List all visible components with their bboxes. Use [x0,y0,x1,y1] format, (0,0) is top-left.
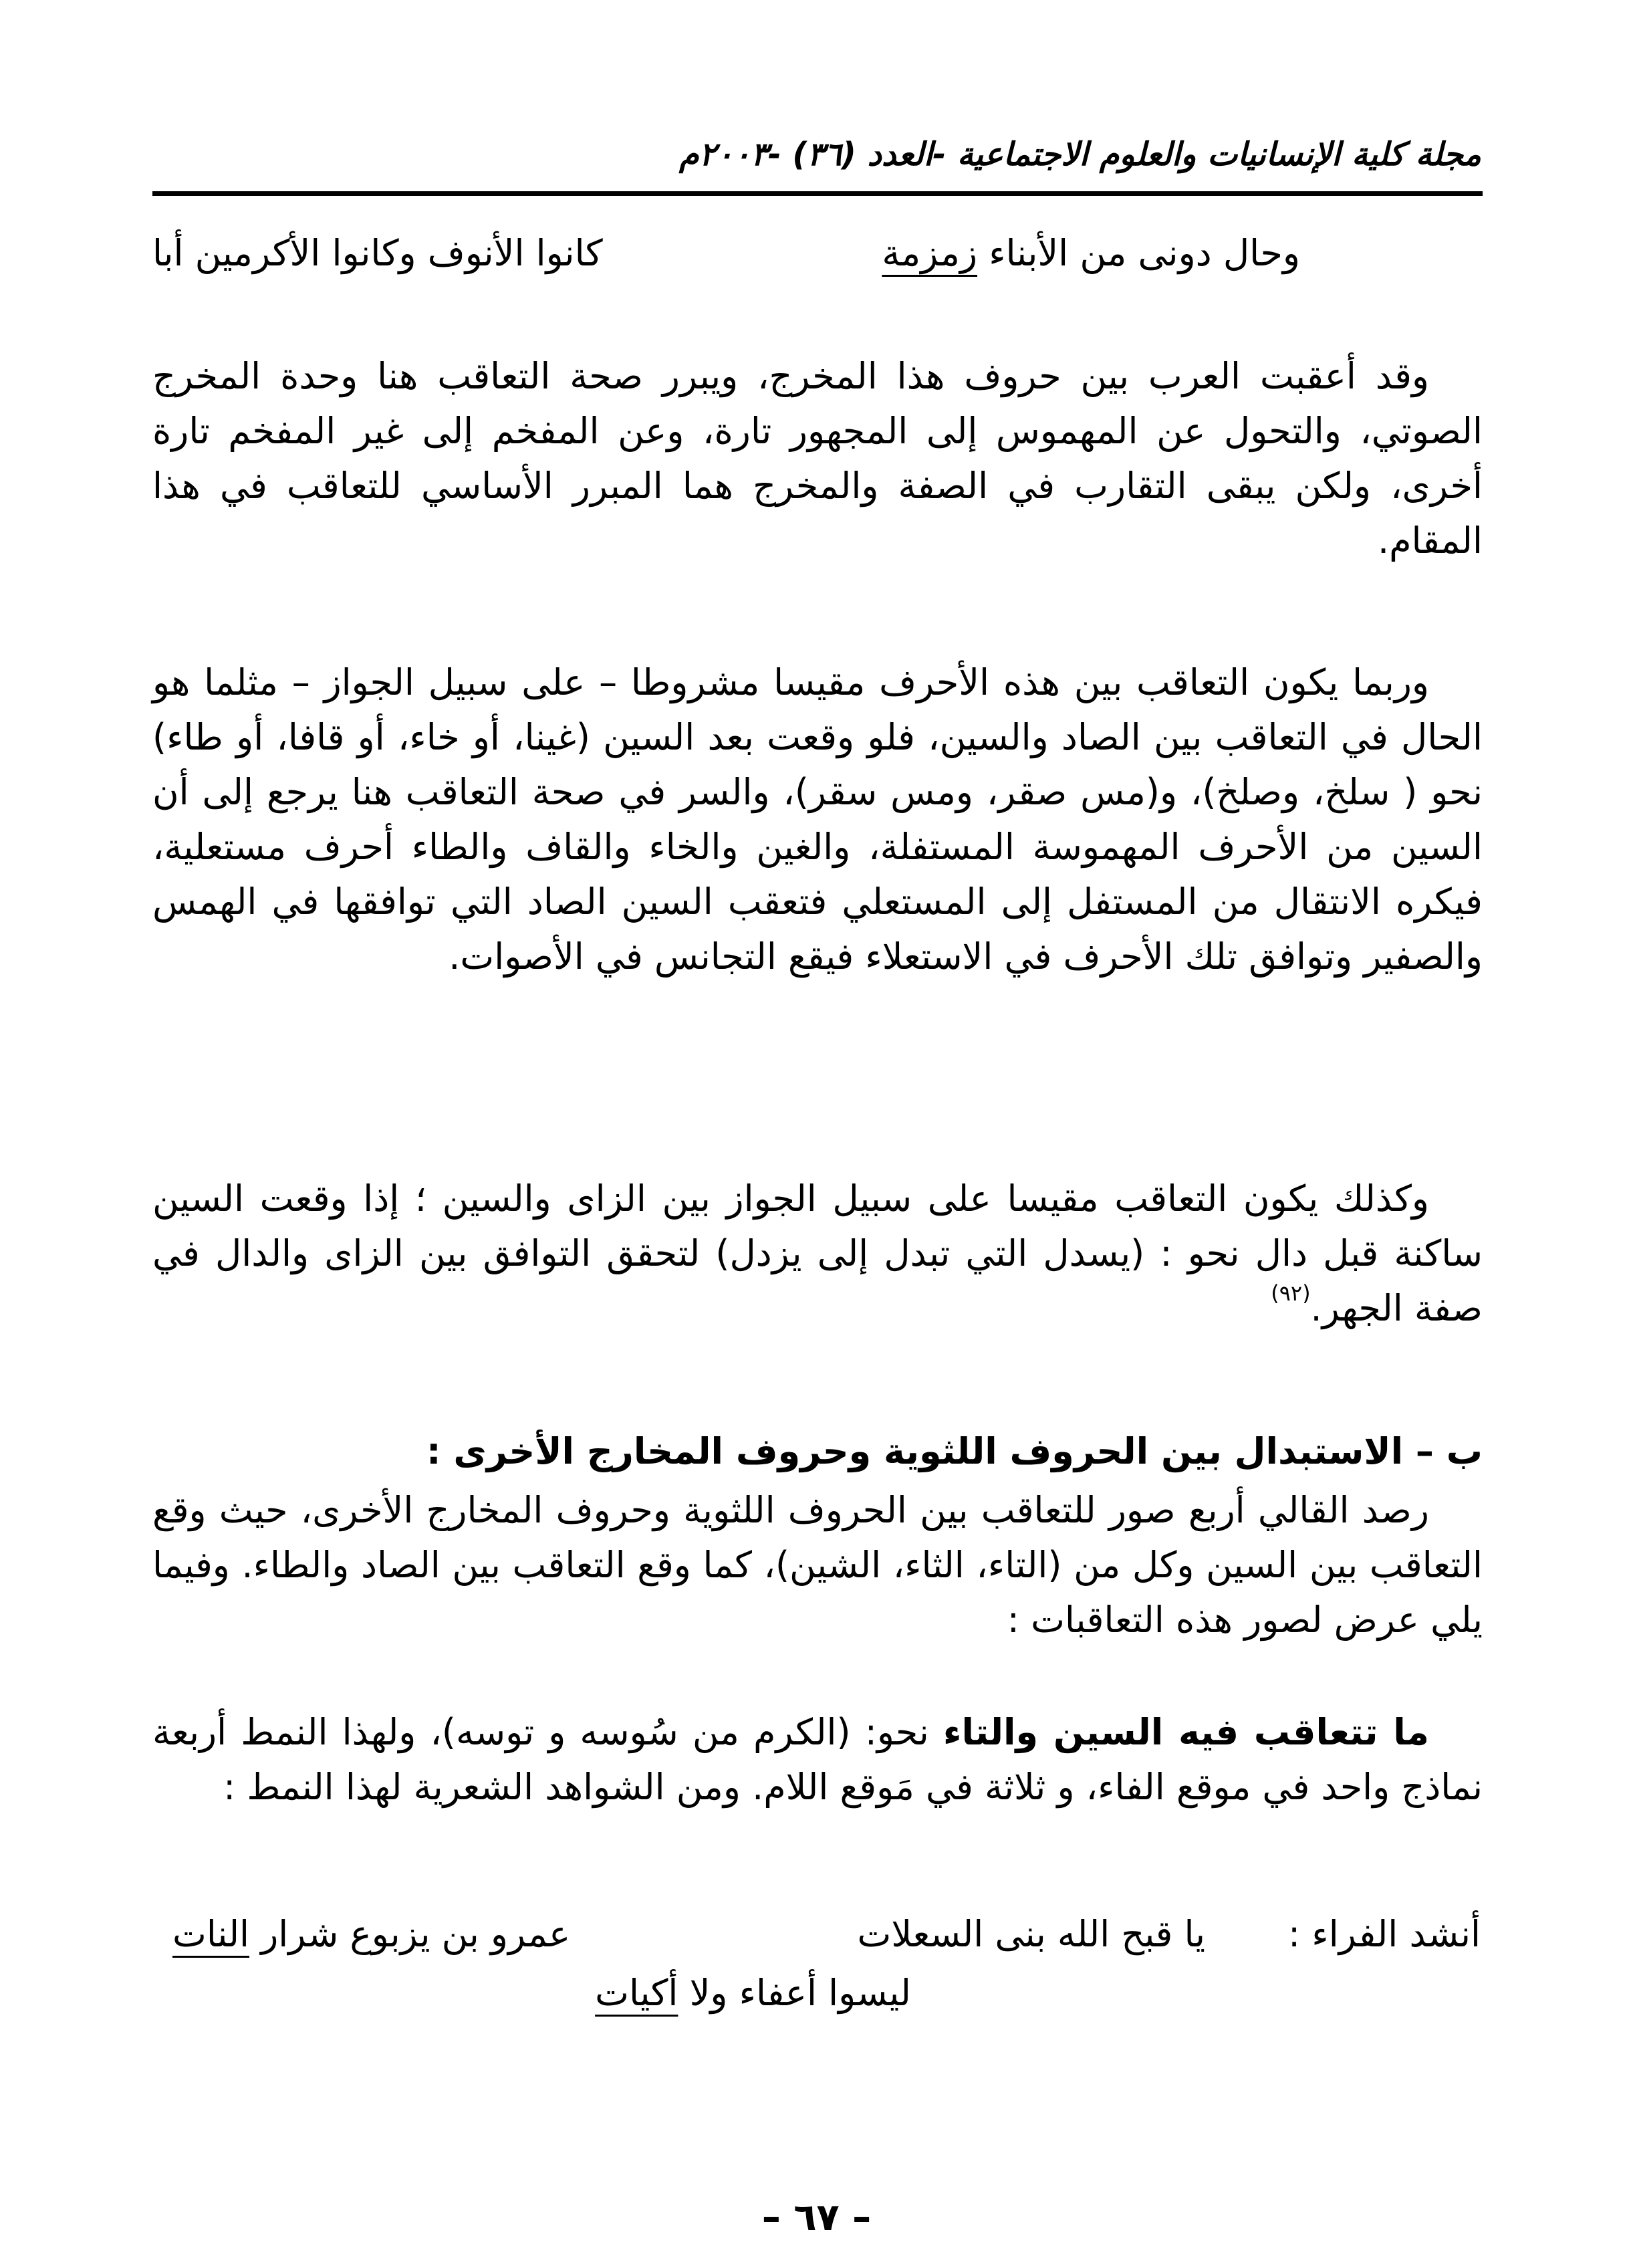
paragraph-2 [152,655,1483,984]
subsection-bold-label: ما تتعاقب فيه السين والتاء [943,1711,1429,1753]
verse2-line1-half1 [858,1907,1205,1962]
section-intro [152,1483,1483,1648]
verse2-intro [1288,1907,1481,1962]
opening-verse-first-half [882,226,1300,281]
paragraph-3 [152,1171,1483,1341]
verse2-line1-half2 [172,1907,570,1962]
section-heading [152,1424,1483,1479]
journal-header [152,131,1481,178]
subsection-text: نحو: (الكرم من سُوسه و توسه)، ولهذا النمط أربعة نماذج واحد في موقع الفاء، و ثلاثة في مَوقع اللام. ومن الشواهد الشعرية لهذا النمط : [152,1711,1483,1808]
opening-verse-first-half-text: وحال دونى من الأبناء [977,232,1300,274]
verse2-line1-half2-text: عمرو بن يزبوع شرار [249,1913,571,1955]
verse2-line2-underlined-word: أكيات [595,1972,678,2014]
paragraph-2-text: وربما يكون التعاقب بين هذه الأحرف مقيسا مشروطا – على سبيل الجواز – مثلما هو الحال في التعاقب بين الصاد والسين، فلو وقعت بعد السين (غينا، أو خاء، أو قافا، أو طاء) نحو ( سلخ، وصلخ)، و(مس صقر، ومس سقر)، والسر في صحة التعاقب هنا يرجع إلى أن السين من الأحرف المهموسة المستفلة، والغين والخاء والقاف والطاء أحرف مستعلية، فيكره الانتقال من المستفل إلى المستعلي فتعقب السين الصاد التي توافقها في الهمس والصفير وتوافق تلك الأحرف في الاستعلاء فيقع التجانس في الأصوات. [152,661,1483,978]
subsection-paragraph [152,1705,1483,1815]
verse2-intro-text: أنشد الفراء : [1287,1913,1481,1955]
journal-title: مجلة كلية الإنسانيات والعلوم الاجتماعية -العدد (٣٦) -٢٠٠٣م [678,136,1481,173]
page-number [0,2194,1633,2241]
verse2-line2 [595,1966,911,2021]
paragraph-1 [152,349,1483,568]
footnote-marker: (٩٢) [1271,1280,1311,1306]
opening-verse-underlined-word: زمزمة [882,232,978,274]
verse2-line2-text: ليسوا أعفاء ولا [678,1972,911,2014]
opening-verse-second-half-text: كانوا الأنوف وكانوا الأكرمين أبا [152,232,603,274]
paragraph-1-text: وقد أعقبت العرب بين حروف هذا المخرج، ويبرر صحة التعاقب هنا وحدة المخرج الصوتي، والتحول عن المهموس إلى المجهور تارة، وعن المفخم إلى غير المفخم تارة أخرى، ولكن يبقى التقارب في الصفة والمخرج هما المبرر الأساسي للتعاقب في هذا المقام. [152,355,1483,562]
section-intro-text: رصد القالي أربع صور للتعاقب بين الحروف اللثوية وحروف المخارج الأخرى، حيث وقع التعاقب بين السين وكل من (التاء، الثاء، الشين)، كما وقع التعاقب بين الصاد والطاء. وفيما يلي عرض لصور هذه التعاقبات : [152,1489,1483,1641]
opening-verse-second-half [152,226,603,281]
page-number-text: – ٦٧ – [761,2196,872,2239]
paragraph-3-text: وكذلك يكون التعاقب مقيسا على سبيل الجواز بين الزاى والسين ؛ إذا وقعت السين ساكنة قبل دال نحو : (يسدل التي تبدل إلى يزدل) لتحقق التوافق بين الزاى والدال في صفة الجهر. [152,1177,1483,1329]
verse2-line1-half1-text: يا قبح الله بنى السعلات [857,1913,1205,1955]
verse2-line1-underlined-word: النات [172,1913,250,1955]
section-heading-text: ب – الاستبدال بين الحروف اللثوية وحروف المخارج الأخرى : [426,1430,1483,1472]
header-rule [152,191,1483,196]
